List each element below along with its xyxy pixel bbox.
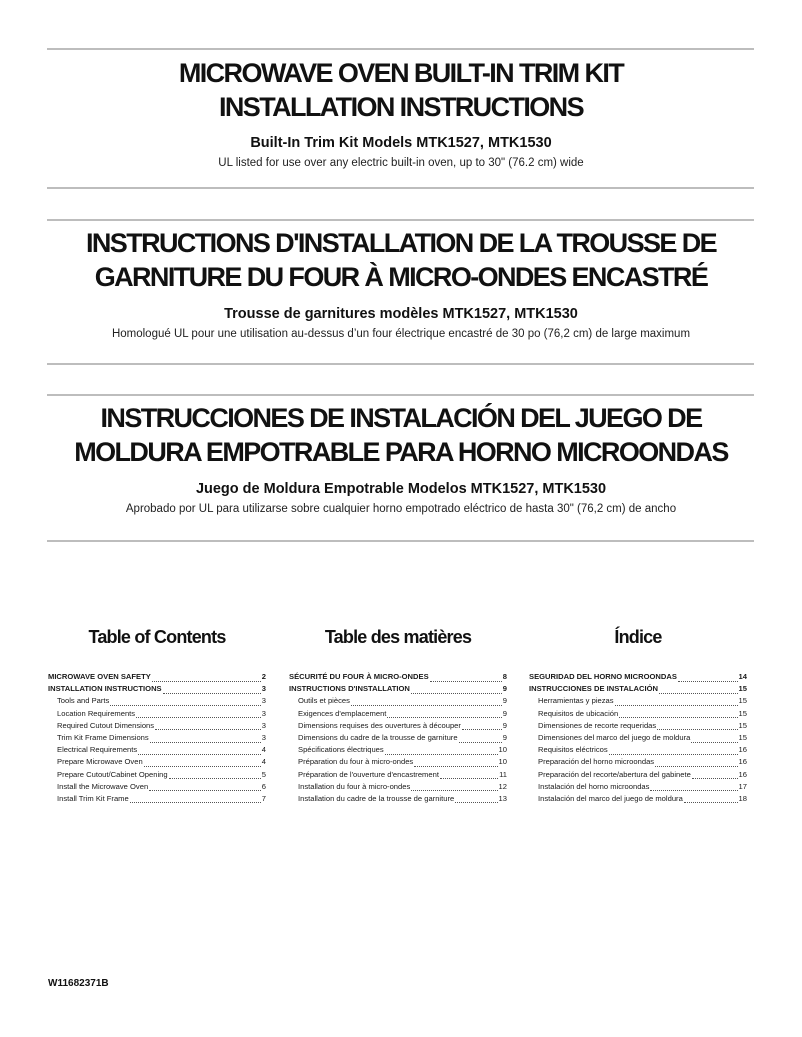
toc-entry [289, 695, 507, 707]
toc-entry [48, 781, 266, 793]
toc-entry-label: Requisitos de ubicación [538, 708, 619, 718]
toc-entry-page: 9 [502, 696, 507, 706]
toc-leader-dots [655, 760, 737, 767]
toc-leader-dots [691, 736, 737, 743]
toc-leader-dots [615, 699, 738, 706]
toc-entry-label: INSTALLATION INSTRUCTIONS [48, 684, 162, 694]
french-header [30, 226, 772, 340]
toc-entry [529, 793, 747, 805]
toc-entry [529, 720, 747, 732]
english-ul-note: UL listed for use over any electric built-in oven, up to 30" (76.2 cm) wide [218, 157, 584, 169]
toc-entry [289, 781, 507, 793]
toc-leader-dots [411, 687, 502, 694]
toc-entry [529, 744, 747, 756]
toc-leader-dots [136, 711, 261, 718]
toc-heading-french: Table des matières [324, 627, 472, 647]
toc-entry-label: Herramientas y piezas [538, 696, 614, 706]
divider [47, 219, 754, 221]
toc-entry-page: 13 [498, 793, 507, 803]
toc-entry [48, 732, 266, 744]
toc-list-spanish [529, 671, 747, 805]
toc-entry-page: 2 [261, 672, 266, 681]
toc-entry-page: 18 [738, 793, 747, 803]
toc-entry [529, 708, 747, 720]
toc-entry-page: 10 [498, 757, 507, 767]
divider [47, 540, 754, 542]
toc-entry [48, 769, 266, 781]
toc-entry-page: 9 [502, 720, 507, 730]
toc-leader-dots [684, 796, 738, 803]
toc-entry-label: Trim Kit Frame Dimensions [57, 732, 149, 742]
spanish-models: Juego de Moldura Empotrable Modelos MTK1527, MTK1530 [195, 481, 607, 497]
toc-leader-dots [657, 723, 737, 730]
toc-entry-page: 16 [738, 757, 747, 767]
toc-entry [529, 781, 747, 793]
toc-entry [48, 720, 266, 732]
toc-entry-label: Dimensions du cadre de la trousse de garniture [298, 732, 458, 742]
toc-entry [48, 683, 266, 695]
toc-entry-label: Electrical Requirements [57, 745, 138, 755]
french-models: Trousse de garnitures modèles MTK1527, MTK1530 [224, 306, 578, 322]
toc-entry-label: MICROWAVE OVEN SAFETY [48, 672, 151, 681]
toc-leader-dots [440, 772, 498, 779]
toc-entry-label: Dimensions requises des ouvertures à découper [298, 720, 461, 730]
toc-leader-dots [138, 748, 261, 755]
toc-entry-label: Tools and Parts [57, 696, 110, 706]
toc-leader-dots [609, 748, 738, 755]
french-ul-note: Homologué UL pour une utilisation au-dessus d’un four électrique encastré de 30 po (76,2 cm) de large maximum [111, 328, 691, 340]
toc-leader-dots [650, 784, 737, 791]
toc-leader-dots [130, 796, 261, 803]
toc-heading-spanish: Índice [614, 627, 662, 647]
toc-entry [289, 683, 507, 695]
toc-leader-dots [351, 699, 502, 706]
toc-entry-label: Requisitos eléctricos [538, 745, 608, 755]
divider [47, 187, 754, 189]
toc-entry-label: Required Cutout Dimensions [57, 720, 155, 730]
toc-entry [289, 720, 507, 732]
toc-entry-page: 9 [502, 708, 507, 718]
spanish-title-line-1: INSTRUCCIONES DE INSTALACIÓN DEL JUEGO DE [100, 403, 702, 433]
toc-leader-dots [459, 736, 502, 743]
toc-entry-label: Dimensiones de recorte requeridas [538, 720, 657, 730]
toc-leader-dots [155, 723, 261, 730]
toc-entry-label: Préparation du four à micro-ondes [298, 757, 414, 767]
toc-entry-label: Instalación del horno microondas [538, 781, 650, 791]
toc-entry-label: Instalación del marco del juego de moldura [538, 793, 683, 803]
toc-entry [289, 671, 507, 683]
toc-entry [289, 756, 507, 768]
toc-entry-label: Spécifications électriques [298, 745, 384, 755]
toc-entry-page: 15 [738, 732, 747, 742]
english-title-line-1: MICROWAVE OVEN BUILT-IN TRIM KIT [178, 58, 624, 88]
toc-entry [48, 695, 266, 707]
toc-leader-dots [385, 748, 498, 755]
toc-leader-dots [659, 687, 738, 694]
toc-entry [48, 708, 266, 720]
french-title-line-2: GARNITURE DU FOUR À MICRO-ONDES ENCASTRÉ [94, 262, 708, 292]
toc-entry-page: 16 [738, 745, 747, 755]
french-title-line-1: INSTRUCTIONS D'INSTALLATION DE LA TROUSSE DE [85, 228, 717, 258]
toc-leader-dots [144, 760, 261, 767]
toc-entry-label: Prepare Microwave Oven [57, 757, 143, 767]
toc-entry-label: Preparación del recorte/abertura del gabinete [538, 769, 691, 779]
toc-leader-dots [169, 772, 261, 779]
toc-entry [289, 732, 507, 744]
toc-leader-dots [430, 675, 502, 682]
document-code: W11682371B [48, 978, 109, 989]
toc-entry-page: 12 [498, 781, 507, 791]
toc-entry [48, 671, 266, 683]
toc-leader-dots [619, 711, 737, 718]
spanish-title-line-2: MOLDURA EMPOTRABLE PARA HORNO MICROONDAS [74, 437, 728, 467]
toc-leader-dots [387, 711, 501, 718]
toc-entry [289, 744, 507, 756]
toc-entry-label: Dimensiones del marco del juego de moldura [538, 732, 691, 742]
toc-entry-page: 15 [738, 696, 747, 706]
toc-leader-dots [462, 723, 502, 730]
toc-entry-page: 3 [261, 720, 266, 730]
toc-entry-label: Install Trim Kit Frame [57, 793, 129, 803]
toc-entry [48, 756, 266, 768]
toc-entry-page: 17 [738, 781, 747, 791]
toc-entry [529, 769, 747, 781]
toc-entry-page: 5 [261, 769, 266, 779]
toc-entry [529, 695, 747, 707]
toc-entry-page: 6 [261, 781, 266, 791]
toc-heading-english: Table of Contents [88, 627, 226, 647]
toc-entry-page: 8 [502, 672, 507, 681]
toc-entry-page: 9 [502, 684, 507, 694]
toc-entry-page: 3 [261, 708, 266, 718]
toc-entry-label: SEGURIDAD DEL HORNO MICROONDAS [529, 672, 677, 681]
toc-entry-label: Location Requirements [57, 708, 136, 718]
toc-entry-page: 3 [261, 696, 266, 706]
toc-entry-page: 11 [499, 769, 507, 779]
toc-entry-label: Preparación del horno microondas [538, 757, 655, 767]
toc-leader-dots [110, 699, 260, 706]
toc-leader-dots [678, 675, 738, 682]
english-models: Built-In Trim Kit Models MTK1527, MTK1530 [250, 135, 552, 151]
toc-leader-dots [692, 772, 738, 779]
toc-entry [289, 793, 507, 805]
toc-entry-page: 15 [738, 708, 747, 718]
toc-entry [48, 744, 266, 756]
toc-entry-label: Install the Microwave Oven [57, 781, 149, 791]
toc-entry-label: Prepare Cutout/Cabinet Opening [57, 769, 168, 779]
toc-entry-label: INSTRUCTIONS D'INSTALLATION [289, 684, 410, 694]
english-header [30, 56, 772, 169]
spanish-ul-note: Aprobado por UL para utilizarse sobre cualquier horno empotrado eléctrico de hasta 30" (76,2 cm) de ancho [125, 503, 677, 515]
toc-entry [529, 683, 747, 695]
english-title-line-2: INSTALLATION INSTRUCTIONS [219, 92, 583, 122]
toc-entry [529, 671, 747, 683]
toc-entry-page: 4 [261, 757, 266, 767]
toc-leader-dots [455, 796, 497, 803]
toc-leader-dots [150, 736, 261, 743]
toc-entry-label: Installation du cadre de la trousse de garniture [298, 793, 455, 803]
toc-leader-dots [152, 675, 261, 682]
toc-list-english [48, 671, 266, 805]
toc-leader-dots [149, 784, 261, 791]
toc-leader-dots [163, 687, 261, 694]
toc-entry-label: Installation du four à micro-ondes [298, 781, 411, 791]
toc-entry-label: Outils et pièces [298, 696, 350, 706]
toc-entry-page: 7 [261, 793, 266, 803]
toc-entry-page: 3 [261, 732, 266, 742]
toc-leader-dots [411, 784, 497, 791]
toc-leader-dots [414, 760, 497, 767]
toc-entry [48, 793, 266, 805]
divider [47, 363, 754, 365]
toc-entry-page: 15 [738, 684, 747, 694]
toc-entry [529, 732, 747, 744]
toc-entry [289, 708, 507, 720]
toc-entry [289, 769, 507, 781]
toc-entry-page: 10 [498, 745, 507, 755]
toc-entry-label: INSTRUCCIONES DE INSTALACIÓN [529, 684, 658, 694]
toc-entry-page: 9 [502, 732, 507, 742]
toc-entry [529, 756, 747, 768]
spanish-header [30, 401, 772, 515]
toc-list-french [289, 671, 507, 805]
divider [47, 394, 754, 396]
toc-entry-page: 16 [738, 769, 747, 779]
toc-entry-page: 4 [261, 745, 266, 755]
toc-entry-page: 15 [738, 720, 747, 730]
toc-entry-label: Exigences d'emplacement [298, 708, 387, 718]
toc-entry-label: Préparation de l'ouverture d'encastrement [298, 769, 439, 779]
toc-entry-page: 3 [261, 684, 266, 694]
toc-entry-page: 14 [738, 672, 747, 681]
divider-top [47, 48, 754, 50]
toc-entry-label: SÉCURITÉ DU FOUR À MICRO-ONDES [289, 672, 429, 681]
